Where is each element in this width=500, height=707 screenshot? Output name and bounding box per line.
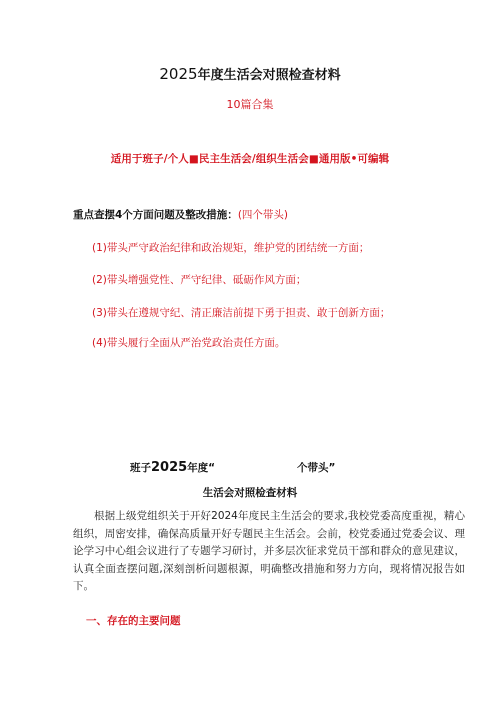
document-title [0, 64, 500, 83]
focus-item-1: (1)带头严守政治纪律和政治规矩，维护党的团结统一方面； [92, 242, 370, 254]
focus-item-4: (4)带头履行全面从严治党政治责任方面。 [92, 337, 286, 349]
section-title-line1 [130, 460, 215, 475]
applies-to-line: 适用于班子/个人■民主生活会/组织生活会■通用版•可编辑 [110, 153, 390, 165]
section-title-prefix: 班子 [130, 462, 151, 474]
problem-heading: 一、存在的主要问题 [86, 615, 181, 627]
document-subtitle: 10篇合集 [226, 98, 274, 111]
section-title-year: 2025 [151, 460, 188, 475]
focus-heading-suffix: (四个带头) [237, 209, 289, 221]
focus-heading [73, 207, 288, 222]
section-title-line2: 生活会对照检查材料 [202, 487, 298, 499]
body-paragraph: 根据上级党组织关于开好2024年度民主生活会的要求,我校党委高度重视，精心组织，周密安排，确保高质量开好专题民主生活会。会前，校党委通过党委会议、理论学习中心组会议进行了专题学习研讨，并多层次征求党员干部和群众的意见建议，认真全面查摆问题,深刻剖析问题根源，明确整改措施和努力方向，现将情况报告如下。 [73, 510, 465, 593]
title-text: 年度生活会对照检查材料 [197, 68, 341, 83]
focus-item-2: (2)带头增强党性、严守纪律、砥砺作风方面； [92, 274, 307, 286]
focus-heading-text: 重点查摆4个方面问题及整改措施： [73, 209, 238, 221]
focus-item-3: (3)带头在遵规守纪、清正廉洁前提下勇于担责、敢于创新方面； [92, 307, 391, 319]
section-title-end: 个带头” [297, 462, 336, 474]
title-year: 2025 [159, 65, 198, 83]
section-title-mid: 年度“ [187, 462, 216, 474]
